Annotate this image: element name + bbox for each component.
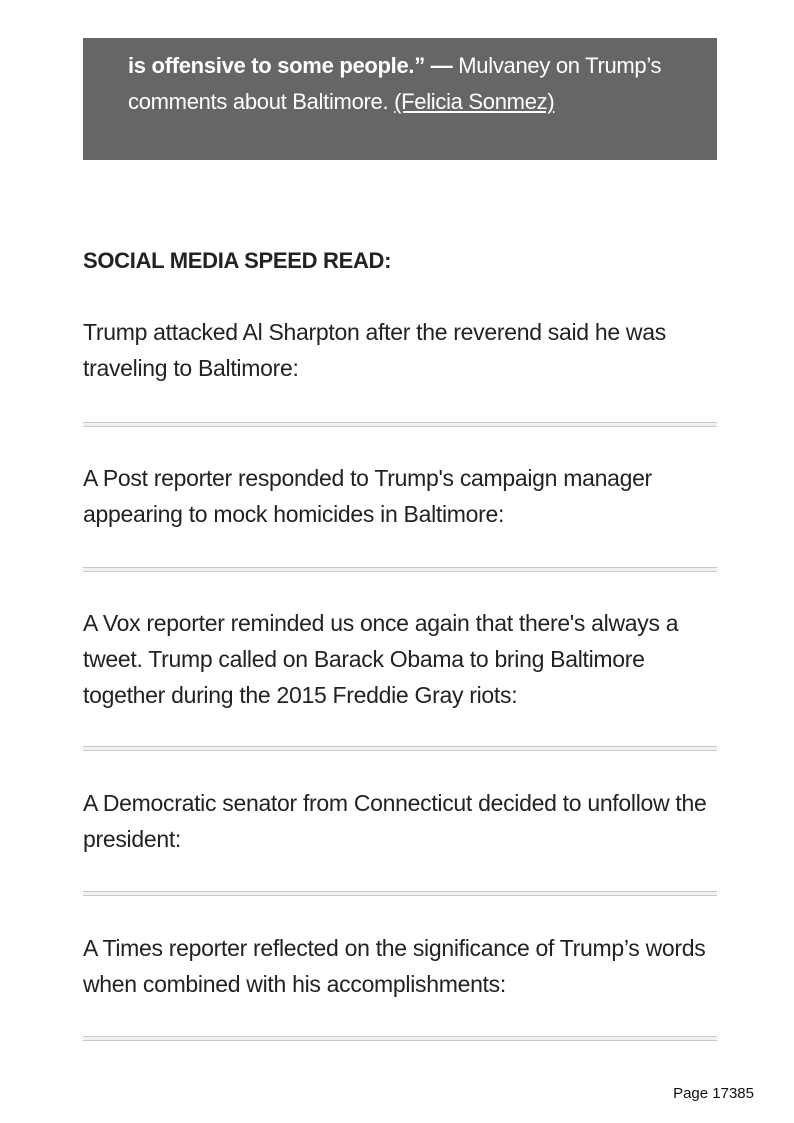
quote-attribution: Mulvaney on Trump’s comments about Baltimore. bbox=[128, 53, 662, 114]
embed-divider-3 bbox=[83, 746, 717, 751]
embed-divider-1 bbox=[83, 422, 717, 427]
page-number: Page 17385 bbox=[673, 1085, 754, 1102]
embed-divider-5 bbox=[83, 1036, 717, 1041]
embed-divider-4 bbox=[83, 891, 717, 896]
quote-bold-text: is offensive to some people.” — bbox=[128, 53, 453, 78]
pull-quote-text bbox=[128, 48, 698, 120]
speed-read-item-5: A Times reporter reflected on the significance of Trump’s words when combined with his accomplishments: bbox=[83, 935, 706, 997]
section-heading: SOCIAL MEDIA SPEED READ: bbox=[83, 248, 392, 273]
speed-read-item-3: A Vox reporter reminded us once again that there's always a tweet. Trump called on Barack Obama to bring Baltimore together during the 2015 Freddie Gray riots: bbox=[83, 610, 679, 708]
embed-divider-2 bbox=[83, 567, 717, 572]
speed-read-item-1: Trump attacked Al Sharpton after the reverend said he was traveling to Baltimore: bbox=[83, 319, 666, 381]
speed-read-item-4: A Democratic senator from Connecticut decided to unfollow the president: bbox=[83, 790, 707, 852]
quote-author-link[interactable]: (Felicia Sonmez) bbox=[394, 89, 555, 114]
pull-quote-box bbox=[83, 38, 717, 160]
speed-read-item-2: A Post reporter responded to Trump's campaign manager appearing to mock homicides in Baltimore: bbox=[83, 465, 652, 527]
